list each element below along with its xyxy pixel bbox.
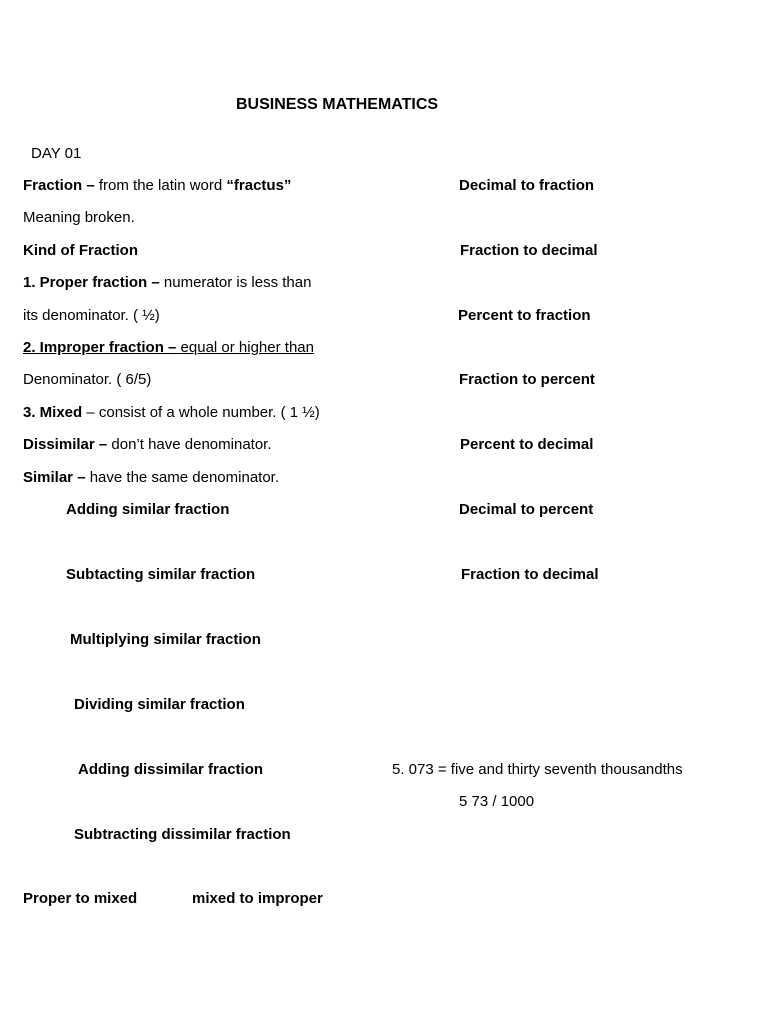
op-multiplying-similar: Multiplying similar fraction xyxy=(70,631,261,648)
example-fraction-form: 5 73 / 1000 xyxy=(459,793,535,810)
improper-fraction-def: equal or higher than xyxy=(176,339,314,356)
fraction-definition xyxy=(23,177,291,195)
dissimilar-label: Dissimilar – xyxy=(23,436,108,453)
mixed-fraction-label: 3. Mixed xyxy=(23,404,83,421)
mixed-to-improper: mixed to improper xyxy=(192,890,323,907)
page-title: BUSINESS MATHEMATICS xyxy=(236,96,439,113)
conv-decimal-to-fraction: Decimal to fraction xyxy=(459,177,595,194)
conv-fraction-to-decimal-2: Fraction to decimal xyxy=(461,566,599,583)
kind-of-fraction-heading: Kind of Fraction xyxy=(23,242,138,259)
conv-fraction-to-decimal: Fraction to decimal xyxy=(460,242,598,259)
op-adding-dissimilar: Adding dissimilar fraction xyxy=(78,761,264,778)
meaning-line: Meaning broken. xyxy=(23,209,135,226)
day-label: DAY 01 xyxy=(31,145,82,162)
improper-fraction-line xyxy=(23,339,314,357)
similar-label: Similar – xyxy=(23,469,86,486)
example-decimal-words: 5. 073 = five and thirty seventh thousandths xyxy=(392,761,683,778)
proper-fraction-label: 1. Proper fraction – xyxy=(23,274,160,291)
similar-def: have the same denominator. xyxy=(85,469,280,486)
fraction-term: Fraction – xyxy=(23,177,95,194)
fraction-latin-word: “fractus” xyxy=(226,177,292,194)
fraction-def-text: from the latin word xyxy=(94,177,227,194)
op-subtracting-dissimilar: Subtracting dissimilar fraction xyxy=(74,826,291,843)
proper-to-mixed: Proper to mixed xyxy=(23,890,138,907)
conv-decimal-to-percent: Decimal to percent xyxy=(459,501,594,518)
proper-fraction-def: numerator is less than xyxy=(159,274,312,291)
conv-percent-to-decimal: Percent to decimal xyxy=(460,436,594,453)
improper-fraction-label: 2. Improper fraction – xyxy=(23,339,177,356)
dissimilar-def: don’t have denominator. xyxy=(107,436,272,453)
dissimilar-line xyxy=(23,436,272,454)
conv-fraction-to-percent: Fraction to percent xyxy=(459,371,595,388)
op-subtracting-similar: Subtacting similar fraction xyxy=(66,566,256,583)
improper-fraction-def-cont: Denominator. ( 6/5) xyxy=(23,371,152,388)
mixed-fraction-line xyxy=(23,404,320,422)
proper-fraction-def-cont: its denominator. ( ½) xyxy=(23,307,160,324)
mixed-fraction-def: – consist of a whole number. ( 1 ½) xyxy=(82,404,320,421)
op-adding-similar: Adding similar fraction xyxy=(66,501,230,518)
similar-line xyxy=(23,469,279,487)
conv-percent-to-fraction: Percent to fraction xyxy=(458,307,591,324)
proper-fraction-line xyxy=(23,274,311,292)
op-dividing-similar: Dividing similar fraction xyxy=(74,696,245,713)
